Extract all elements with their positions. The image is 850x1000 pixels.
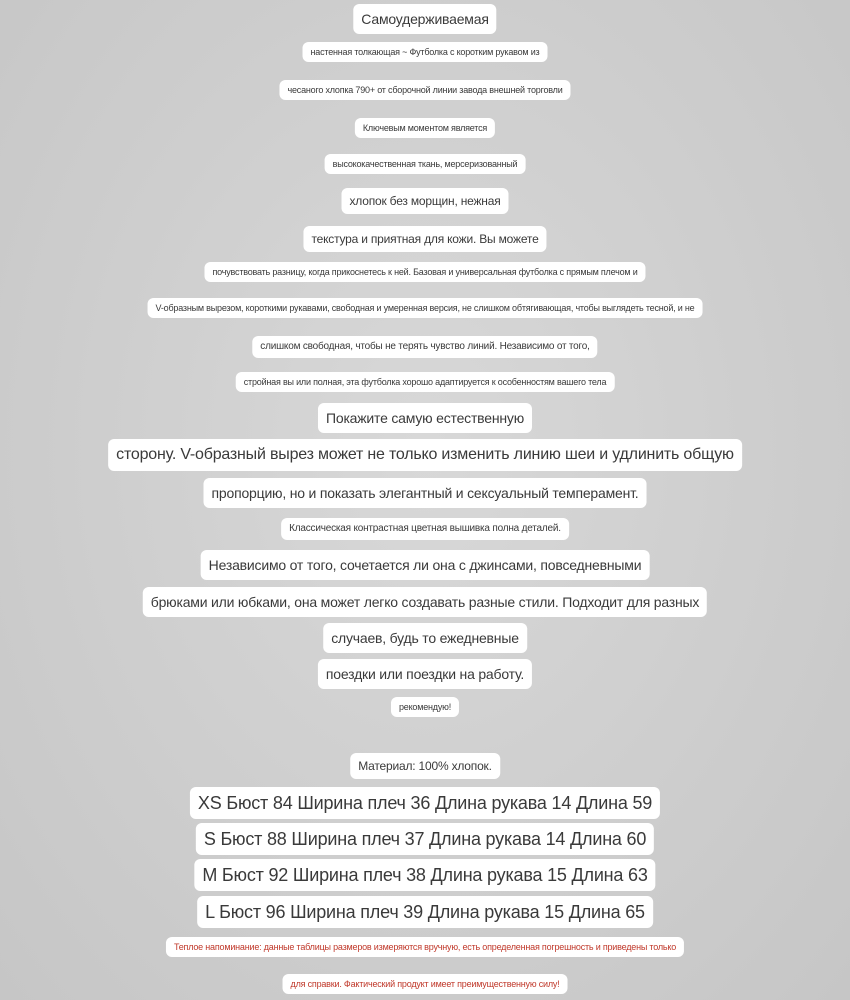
description-line-8: почувствовать разницу, когда прикоснетесь к ней. Базовая и универсальная футболка с прямым плечом и [204, 262, 645, 282]
description-line-2: настенная толкающая ~ Футболка с коротким рукавом из [303, 42, 548, 62]
description-line-1: Самоудерживаемая [353, 4, 496, 34]
description-line-9: V-образным вырезом, короткими рукавами, свободная и умеренная версия, не слишком обтягивающая, чтобы выглядеть тесной, и не [148, 298, 703, 318]
description-line-14: пропорцию, но и показать элегантный и сексуальный темперамент. [204, 478, 647, 508]
size-row-m: M Бюст 92 Ширина плеч 38 Длина рукава 15 Длина 63 [194, 859, 655, 891]
description-line-15: Классическая контрастная цветная вышивка полна деталей. [281, 518, 569, 540]
description-line-12: Покажите самую естественную [318, 403, 532, 433]
description-line-11: стройная вы или полная, эта футболка хорошо адаптируется к особенностям вашего тела [236, 372, 615, 392]
description-line-5: высококачественная ткань, мерсеризованный [325, 154, 526, 174]
description-line-19: поездки или поездки на работу. [318, 659, 532, 689]
description-line-13: сторону. V-образный вырез может не только изменить линию шеи и удлинить общую [108, 439, 742, 471]
description-line-18: случаев, будь то ежедневные [323, 623, 527, 653]
description-line-10: слишком свободная, чтобы не терять чувство линий. Независимо от того, [252, 336, 597, 358]
description-line-17: брюками или юбками, она может легко создавать разные стили. Подходит для разных [143, 587, 707, 617]
size-row-l: L Бюст 96 Ширина плеч 39 Длина рукава 15 Длина 65 [197, 896, 653, 928]
size-warning-line-1: Теплое напоминание: данные таблицы размеров измеряются вручную, есть определенная погрешность и приведены только [166, 937, 684, 957]
description-line-7: текстура и приятная для кожи. Вы можете [303, 226, 546, 252]
material-label: Материал: 100% хлопок. [350, 753, 500, 779]
description-line-4: Ключевым моментом является [355, 118, 495, 138]
description-line-20: рекомендую! [391, 697, 459, 717]
size-warning-line-2: для справки. Фактический продукт имеет преимущественную силу! [283, 974, 568, 994]
description-line-6: хлопок без морщин, нежная [341, 188, 508, 214]
description-line-16: Независимо от того, сочетается ли она с джинсами, повседневными [201, 550, 650, 580]
description-line-3: чесаного хлопка 790+ от сборочной линии завода внешней торговли [279, 80, 570, 100]
size-row-s: S Бюст 88 Ширина плеч 37 Длина рукава 14 Длина 60 [196, 823, 654, 855]
size-row-xs: XS Бюст 84 Ширина плеч 36 Длина рукава 14 Длина 59 [190, 787, 660, 819]
